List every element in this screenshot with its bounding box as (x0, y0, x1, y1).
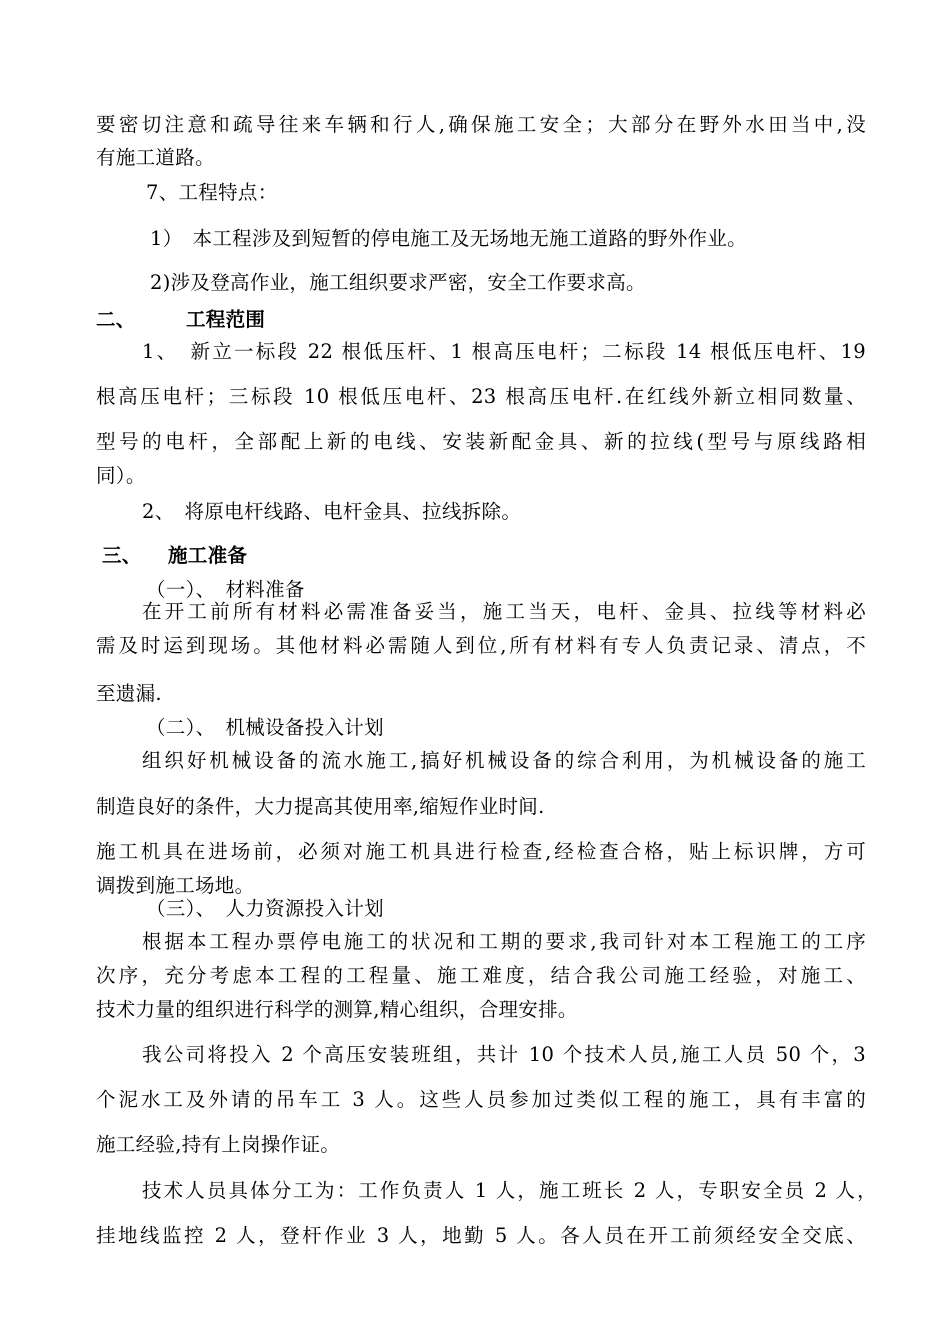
paragraph-line: 有施工道路。 (96, 146, 215, 169)
section-title: 工程范围 (186, 308, 266, 331)
paragraph-line: 2、 将原电杆线路、电杆金具、拉线拆除。 (142, 500, 522, 523)
subsection-heading: （二）、 机械设备投入计划 (146, 716, 384, 739)
subsection-heading: （一）、 材料准备 (146, 578, 305, 601)
section-title: 施工准备 (168, 544, 248, 567)
subsection-heading: （三）、 人力资源投入计划 (146, 897, 384, 920)
paragraph-line: 挂地线监控 2 人，登杆作业 3 人，地勤 5 人。各人员在开工前须经安全交底、 (96, 1224, 866, 1247)
paragraph-line: 根据本工程办票停电施工的状况和工期的要求,我司针对本工程施工的工序 (142, 930, 866, 953)
section-number: 二、 (96, 308, 136, 331)
paragraph-line: 根高压电杆；三标段 10 根低压电杆、23 根高压电杆.在红线外新立相同数量、 (96, 385, 866, 408)
paragraph-line: 至遗漏. (96, 682, 162, 705)
paragraph-line: 技术人员具体分工为：工作负责人 1 人，施工班长 2 人，专职安全员 2 人， (142, 1179, 877, 1202)
paragraph-line: 个泥水工及外请的吊车工 3 人。这些人员参加过类似工程的施工，具有丰富的 (96, 1088, 866, 1111)
section-number: 三、 (102, 544, 142, 567)
paragraph-line: 要密切注意和疏导往来车辆和行人,确保施工安全；大部分在野外水田当中,没 (96, 113, 866, 136)
paragraph-line: 制造良好的条件，大力提高其使用率,缩短作业时间. (96, 795, 545, 818)
paragraph-line: 组织好机械设备的流水施工,搞好机械设备的综合利用，为机械设备的施工 (142, 749, 866, 772)
paragraph-line: 施工经验,持有上岗操作证。 (96, 1133, 341, 1156)
paragraph-line: 同）。 (96, 464, 146, 487)
paragraph-line: 1、 新立一标段 22 根低压杆、1 根高压电杆；二标段 14 根低压电杆、19 (142, 340, 866, 363)
list-item: 2)涉及登高作业，施工组织要求严密，安全工作要求高。 (150, 271, 646, 294)
paragraph-line: 技术力量的组织进行科学的测算,精心组织，合理安排。 (96, 998, 578, 1021)
paragraph-line: 型号的电杆，全部配上新的电线、安装新配金具、新的拉线(型号与原线路相 (96, 430, 866, 453)
paragraph-line: 调拨到施工场地。 (96, 874, 255, 897)
section-heading (96, 308, 866, 332)
paragraph-line: 次序，充分考虑本工程的工程量、施工难度，结合我公司施工经验，对施工、 (96, 964, 866, 987)
paragraph-line: 在开工前所有材料必需准备妥当，施工当天，电杆、金具、拉线等材料必 (142, 600, 866, 623)
paragraph-line: 需及时运到现场。其他材料必需随人到位,所有材料有专人负责记录、清点，不 (96, 634, 866, 657)
paragraph-line: 施工机具在进场前，必须对施工机具进行检查,经检查合格，贴上标识牌，方可 (96, 840, 866, 863)
list-item-heading: 7、工程特点： (146, 181, 278, 204)
list-item: 1） 本工程涉及到短暂的停电施工及无场地无施工道路的野外作业。 (150, 227, 747, 250)
paragraph-line: 我公司将投入 2 个高压安装班组，共计 10 个技术人员,施工人员 50 个，3 (142, 1043, 866, 1066)
section-heading (102, 544, 872, 568)
